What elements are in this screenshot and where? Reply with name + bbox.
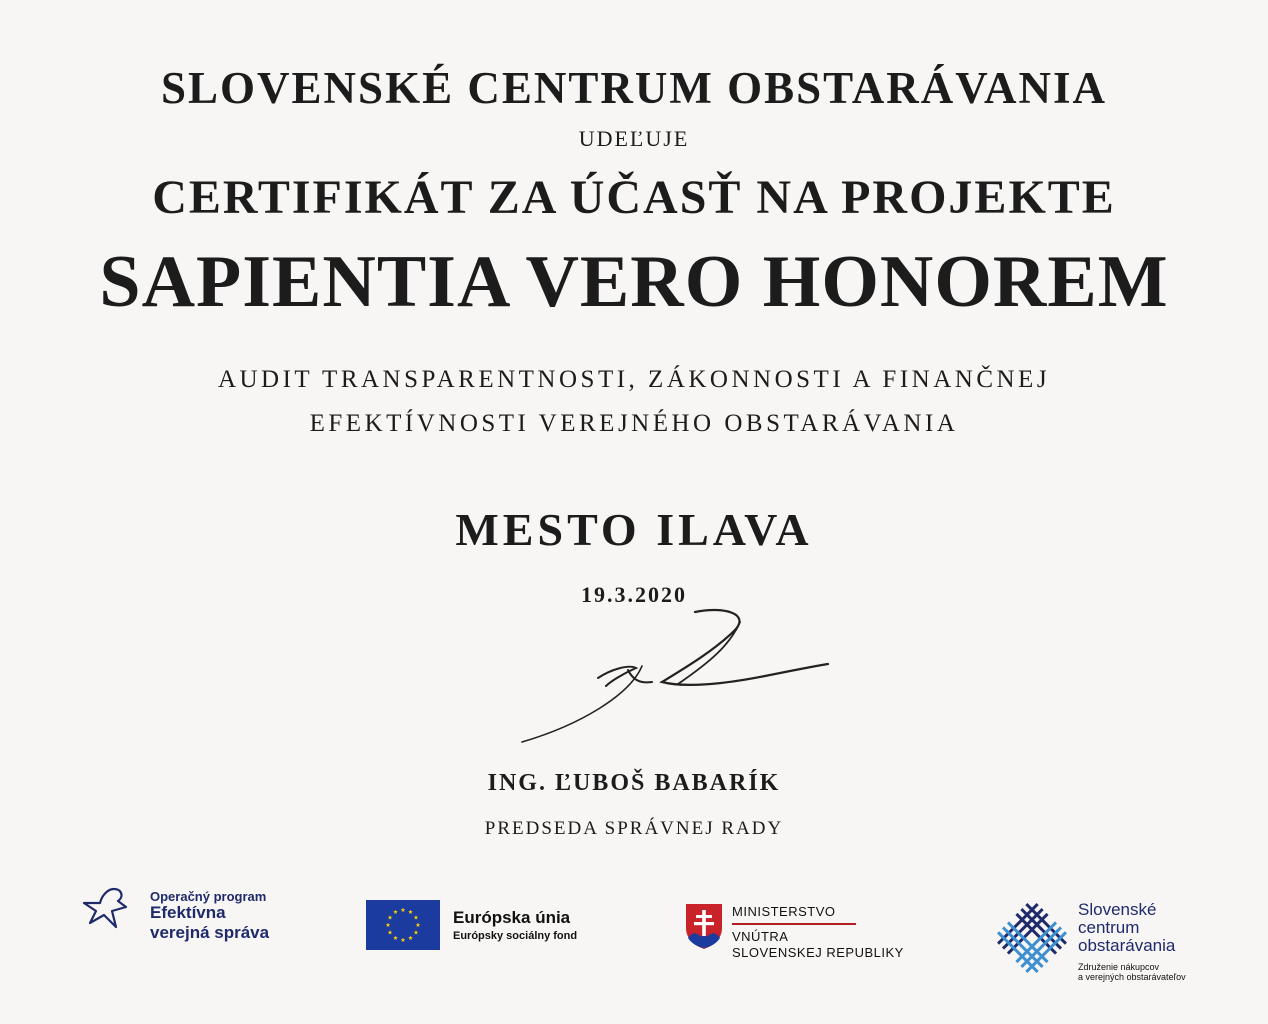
sco-label-line-3: obstarávania bbox=[1078, 936, 1176, 955]
sco-tagline-line-2: a verejných obstarávateľov bbox=[1078, 972, 1186, 982]
ministry-label-line-2: VNÚTRA bbox=[732, 929, 789, 944]
eu-star-icon bbox=[393, 936, 398, 940]
handwritten-signature bbox=[510, 600, 840, 750]
eu-star-icon bbox=[393, 910, 398, 914]
issue-date: 19.3.2020 bbox=[581, 582, 687, 607]
project-subtitle-line-2: EFEKTÍVNOSTI VEREJNÉHO OBSTARÁVANIA bbox=[309, 410, 959, 437]
eu-star-icon bbox=[388, 915, 393, 919]
sco-tagline-line-1: Združenie nákupcov bbox=[1078, 962, 1160, 972]
issuer-name: SLOVENSKÉ CENTRUM OBSTARÁVANIA bbox=[160, 63, 1107, 113]
woven-squares-icon bbox=[990, 896, 1074, 980]
eu-esf-logo bbox=[366, 900, 596, 952]
project-subtitle-line-1: AUDIT TRANSPARENTNOSTI, ZÁKONNOSTI A FINANČNEJ bbox=[217, 366, 1051, 393]
eu-star-icon bbox=[414, 915, 419, 919]
eu-star-icon bbox=[408, 910, 413, 914]
ministry-label-line-3: SLOVENSKEJ REPUBLIKY bbox=[732, 945, 904, 960]
eu-star-icon bbox=[401, 938, 406, 942]
slovak-coat-of-arms-icon bbox=[684, 902, 724, 950]
signer-role: PREDSEDA SPRÁVNEJ RADY bbox=[484, 818, 784, 839]
awards-text: UDEĽUJE bbox=[578, 126, 690, 151]
eu-label-line-2: Európsky sociálny fond bbox=[453, 930, 578, 942]
op-label-line-2: Efektívna bbox=[150, 903, 226, 922]
sco-label-line-2: centrum bbox=[1078, 918, 1140, 937]
certificate-title: CERTIFIKÁT ZA ÚČASŤ NA PROJEKTE bbox=[152, 171, 1116, 224]
ministry-label-line-1: MINISTERSTVO bbox=[732, 904, 836, 919]
eu-star-icon bbox=[416, 923, 421, 927]
ministry-underline bbox=[732, 923, 856, 925]
sco-label-line-1: Slovenské bbox=[1078, 900, 1157, 919]
star-figure-icon bbox=[80, 883, 144, 953]
eu-star-icon bbox=[414, 930, 419, 934]
eu-star-icon bbox=[388, 930, 393, 934]
project-name: SAPIENTIA VERO HONOREM bbox=[99, 241, 1169, 323]
slovenske-centrum-obstaravania-logo bbox=[990, 896, 1210, 988]
eu-star-icon bbox=[386, 923, 391, 927]
eu-label-line-1: Európska únia bbox=[453, 908, 571, 927]
eu-star-icon bbox=[408, 936, 413, 940]
eu-flag-icon bbox=[366, 900, 440, 950]
op-label-line-3: verejná správa bbox=[150, 923, 270, 942]
recipient-name: MESTO ILAVA bbox=[455, 504, 813, 555]
eu-star-icon bbox=[401, 908, 406, 912]
op-efektivna-verejna-sprava-logo bbox=[80, 883, 310, 953]
op-label-line-1: Operačný program bbox=[150, 889, 267, 904]
signer-name: ING. ĽUBOŠ BABARÍK bbox=[487, 770, 781, 796]
ministry-of-interior-logo bbox=[684, 902, 924, 966]
